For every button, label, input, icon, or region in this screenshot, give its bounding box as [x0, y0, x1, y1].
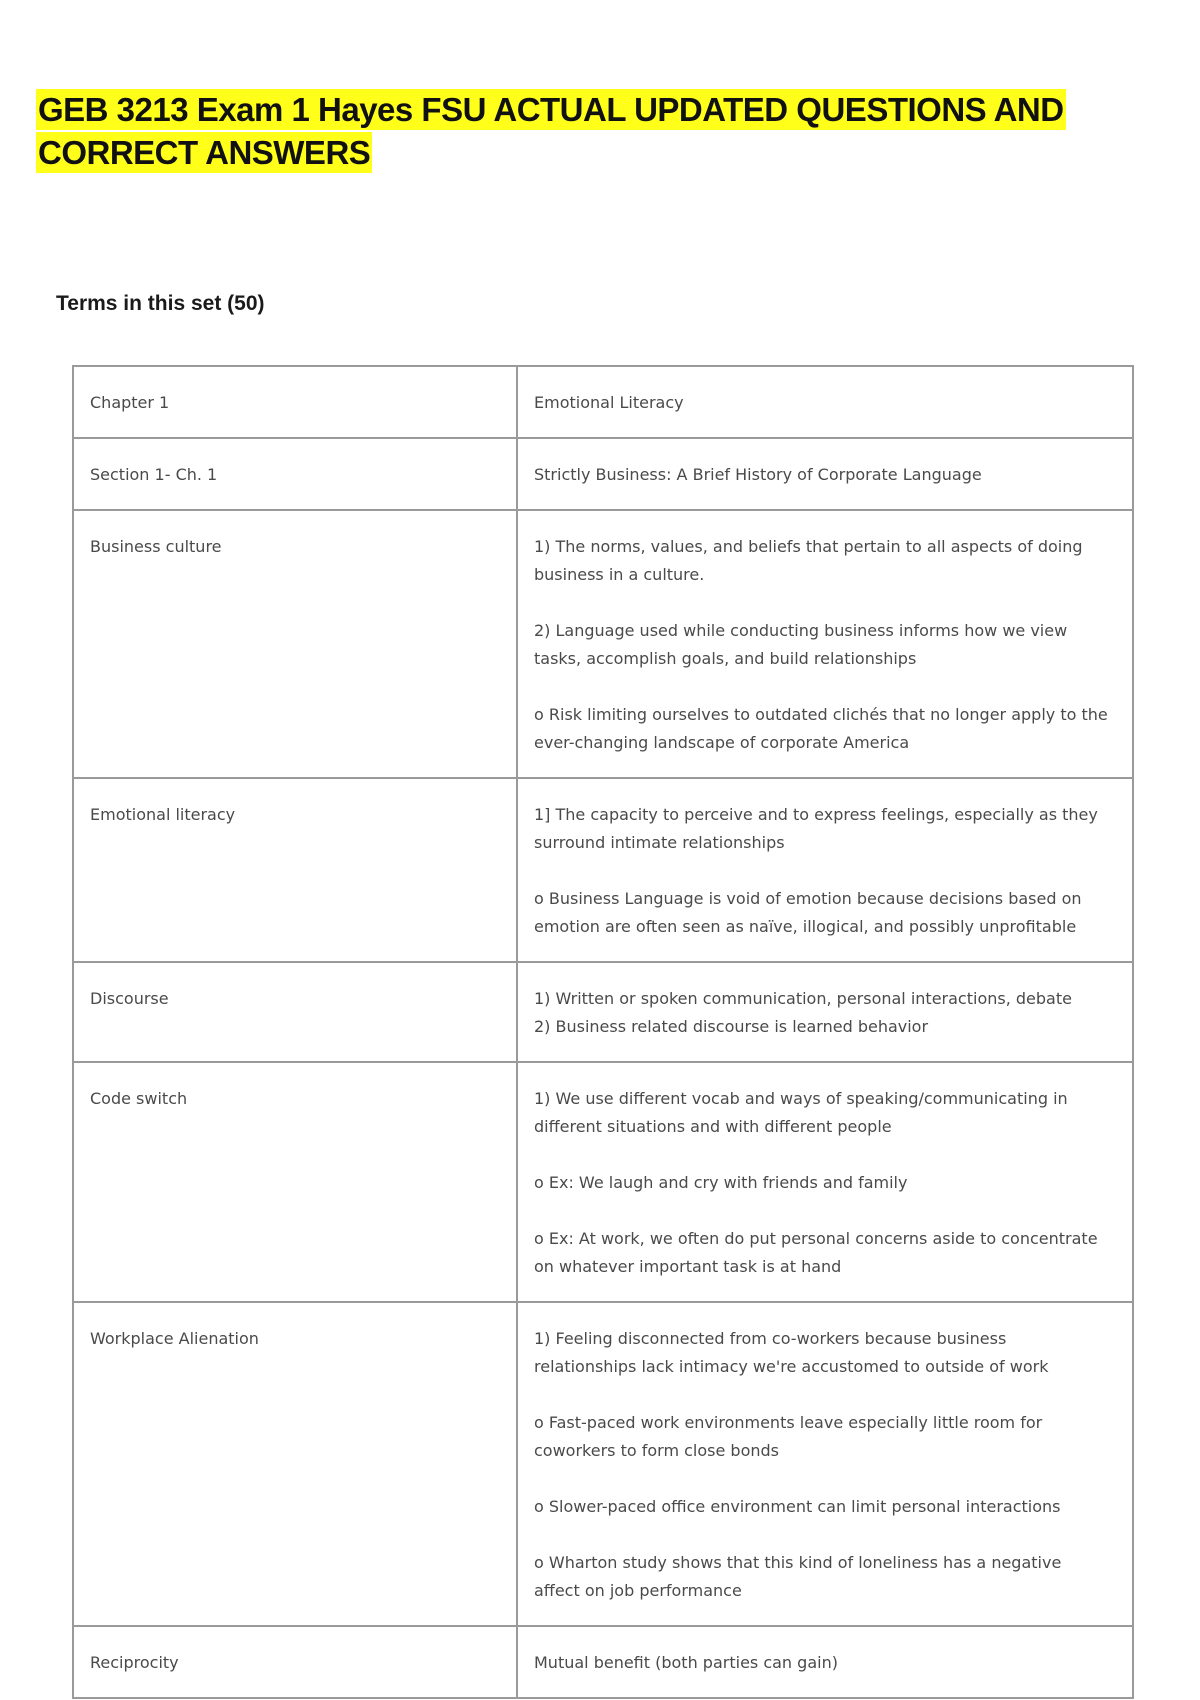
term-cell: Emotional literacy: [73, 778, 517, 962]
definition-text: o Ex: At work, we often do put personal concerns aside to concentrate on whatever important task is at hand: [534, 1229, 1098, 1276]
terms-set-count: Terms in this set (50): [56, 292, 265, 315]
definition-cell: [517, 778, 1133, 962]
definition-cell: [517, 1626, 1133, 1698]
term-row-workplace-alienation: [73, 1302, 1133, 1626]
definition-cell: [517, 962, 1133, 1062]
term-row-business-culture: [73, 510, 1133, 778]
term-cell: Workplace Alienation: [73, 1302, 517, 1626]
definition-cell: [517, 510, 1133, 778]
term-cell: Chapter 1: [73, 366, 517, 438]
term-cell: Section 1- Ch. 1: [73, 438, 517, 510]
term-row-code-switch: [73, 1062, 1133, 1302]
definition-text: Mutual benefit (both parties can gain): [534, 1653, 838, 1672]
term-row-discourse: [73, 962, 1133, 1062]
definition-text: 1] The capacity to perceive and to express feelings, especially as they surround intimate relationships: [534, 805, 1098, 852]
term-cell: Discourse: [73, 962, 517, 1062]
term-row-chapter-1: [73, 366, 1133, 438]
document-title-text: GEB 3213 Exam 1 Hayes FSU ACTUAL UPDATED QUESTIONS AND CORRECT ANSWERS: [38, 91, 1064, 171]
term-row-reciprocity: [73, 1626, 1133, 1698]
definition-cell: [517, 1302, 1133, 1626]
term-row-emotional-literacy: [73, 778, 1133, 962]
definition-cell: [517, 438, 1133, 510]
term-cell: Code switch: [73, 1062, 517, 1302]
definition-text: 1) The norms, values, and beliefs that pertain to all aspects of doing business in a culture.: [534, 537, 1083, 584]
definition-text: 1) Feeling disconnected from co-workers because business relationships lack intimacy we're accustomed to outside of work: [534, 1329, 1049, 1376]
definition-text: o Wharton study shows that this kind of loneliness has a negative affect on job performance: [534, 1553, 1062, 1600]
definition-text: o Risk limiting ourselves to outdated clichés that no longer apply to the ever-changing landscape of corporate America: [534, 705, 1108, 752]
definition-text: 1) Written or spoken communication, personal interactions, debate: [534, 989, 1072, 1008]
definition-text: 2) Language used while conducting business informs how we view tasks, accomplish goals, and build relationships: [534, 621, 1068, 668]
terms-table: [72, 365, 1134, 1699]
term-cell: Business culture: [73, 510, 517, 778]
term-row-section-1: [73, 438, 1133, 510]
term-cell: Reciprocity: [73, 1626, 517, 1698]
definition-text: o Fast-paced work environments leave especially little room for coworkers to form close bonds: [534, 1413, 1043, 1460]
definition-text: o Slower-paced office environment can limit personal interactions: [534, 1497, 1061, 1516]
definition-text: Strictly Business: A Brief History of Corporate Language: [534, 465, 982, 484]
definition-cell: [517, 366, 1133, 438]
definition-text: o Business Language is void of emotion because decisions based on emotion are often seen as naïve, illogical, and possibly unprofitable: [534, 889, 1082, 936]
definition-text: 2) Business related discourse is learned behavior: [534, 1017, 929, 1036]
document-title: [36, 88, 1076, 174]
definition-text: Emotional Literacy: [534, 393, 684, 412]
definition-cell: [517, 1062, 1133, 1302]
definition-text: o Ex: We laugh and cry with friends and family: [534, 1173, 908, 1192]
definition-text: 1) We use different vocab and ways of speaking/communicating in different situations and with different people: [534, 1089, 1068, 1136]
